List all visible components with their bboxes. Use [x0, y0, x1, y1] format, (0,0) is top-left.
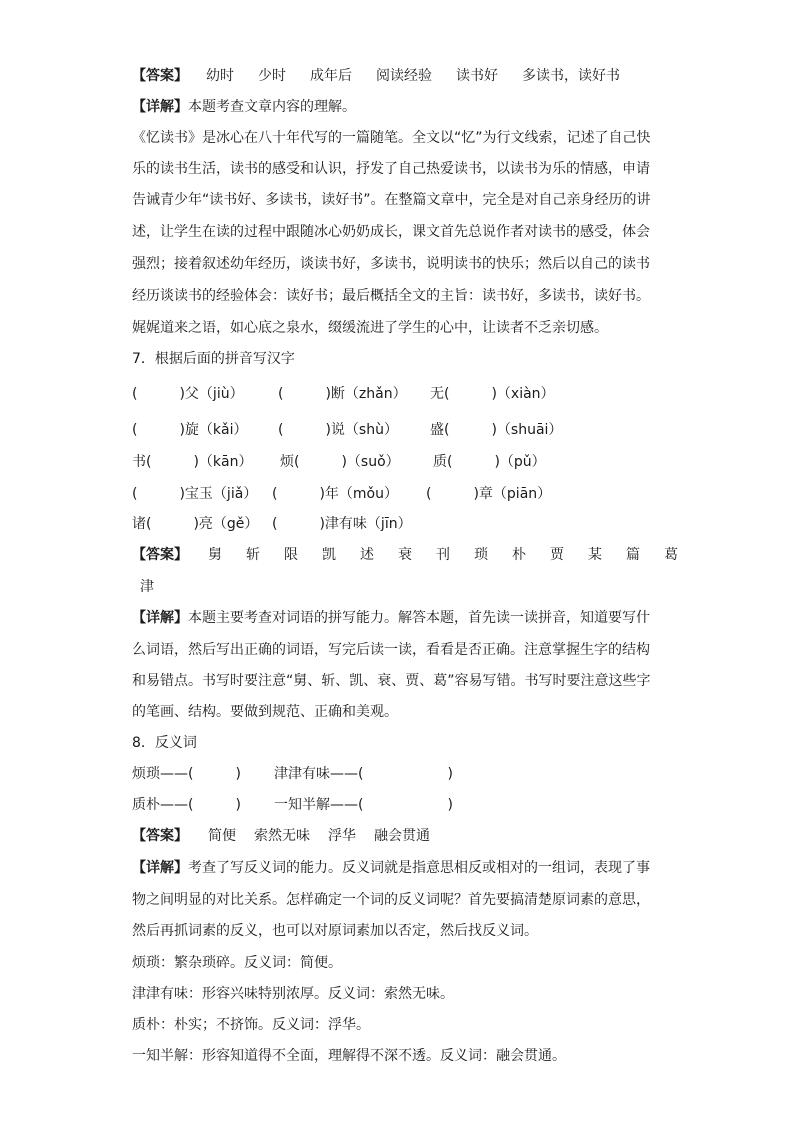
- detail-text: 本题主要考查对词语的拼写能力。解答本题，首先读一读拼音，知道要写什: [188, 610, 650, 626]
- pinyin-item: ( )断（zhǎn）: [278, 386, 407, 402]
- paragraph-line: 告诫青少年“读书好、多读书，读好书”。在整篇文章中，完全是对自己亲身经历的讲: [132, 192, 651, 208]
- antonym-item: 津津有味——( ): [274, 766, 453, 782]
- answer-item: 琐: [474, 547, 488, 563]
- paragraph-line: 经历谈读书的经验体会：读好书；最后概括全文的主旨：读书好，多读书，读好书。: [132, 288, 650, 304]
- answer-tag: 【答案】: [132, 547, 188, 563]
- detail-line-8: [132, 858, 650, 878]
- detail-line-7: [132, 608, 650, 628]
- answer-item: 读书好: [456, 68, 498, 84]
- answer-line-6: [132, 66, 620, 86]
- answer-wrap-item: 津: [140, 579, 154, 595]
- pinyin-item: 质( )（pǔ）: [433, 454, 546, 470]
- pinyin-item: 书( )（kān）: [132, 454, 253, 470]
- definition-line: 一知半解：形容知道得不全面，理解得不深不透。反义词：融会贯通。: [132, 1048, 566, 1064]
- answer-item: 幼时: [206, 68, 234, 84]
- answer-item: 成年后: [310, 68, 352, 84]
- answer-line-8: [132, 826, 430, 846]
- answer-list: [208, 545, 678, 565]
- answer-item: 篇: [626, 547, 640, 563]
- answer-item: 贾: [550, 547, 564, 563]
- pinyin-item: ( )章（piān）: [426, 486, 552, 502]
- answer-item: 葛: [664, 547, 678, 563]
- answer-item: 衰: [398, 547, 412, 563]
- antonym-item: 一知半解——( ): [274, 797, 453, 813]
- question-title: 7．根据后面的拼音写汉字: [132, 351, 295, 367]
- pinyin-item: ( )年（mǒu）: [272, 486, 398, 502]
- answer-item: 简便: [208, 828, 236, 844]
- answer-item: 少时: [258, 68, 286, 84]
- paragraph-line: 的笔画、结构。要做到规范、正确和美观。: [132, 704, 398, 720]
- paragraph-line: 述，让学生在读的过程中跟随冰心奶奶成长，课文首先总说作者对读书的感受，体会: [132, 224, 650, 240]
- detail-tag: 【详解】: [132, 99, 188, 115]
- detail-text: 考查了写反义词的能力。反义词就是指意思相反或相对的一组词，表现了事: [188, 860, 650, 876]
- pinyin-item: 诸( )亮（gě）: [132, 516, 259, 532]
- answer-item: 多读书，读好书: [522, 68, 620, 84]
- detail-line-6: [132, 97, 356, 117]
- pinyin-item: ( )津有味（jīn）: [272, 516, 412, 532]
- pinyin-item: ( )说（shù）: [278, 422, 398, 438]
- pinyin-item: ( )父（jiù）: [132, 386, 244, 402]
- answer-item: 某: [588, 547, 602, 563]
- paragraph-line: 物之间明显的对比关系。怎样确定一个词的反义词呢？首先要搞清楚原词素的意思，: [132, 892, 650, 908]
- definition-line: 津津有味：形容兴味特别浓厚。反义词：索然无味。: [132, 986, 454, 1002]
- detail-tag: 【详解】: [132, 610, 188, 626]
- paragraph-line: 乐的读书生活，读书的感受和认识，抒发了自己热爱读书，以读书为乐的情感，申请: [132, 161, 650, 177]
- pinyin-item: ( )宝玉（jiǎ）: [132, 486, 258, 502]
- pinyin-item: ( )旋（kǎi）: [132, 422, 248, 438]
- paragraph-line: 《忆读书》是冰心在八十年代写的一篇随笔。全文以“忆”为行文线索，记述了自己快: [132, 130, 651, 146]
- antonym-item: 烦琐——( ): [132, 766, 241, 782]
- answer-tag: 【答案】: [132, 68, 188, 84]
- paragraph-line: 然后再抓词素的反义，也可以对原词素加以否定，然后找反义词。: [132, 923, 538, 939]
- pinyin-item: 烦( )（suǒ）: [280, 454, 400, 470]
- pinyin-item: 无( )（xiàn）: [430, 386, 555, 402]
- answer-item: 浮华: [328, 828, 356, 844]
- paragraph-line: 娓娓道来之语，如心底之泉水，缀缓流进了学生的心中，让读者不乏亲切感。: [132, 320, 608, 336]
- answer-item: 述: [360, 547, 374, 563]
- definition-line: 质朴：朴实；不挤饰。反义词：浮华。: [132, 1017, 370, 1033]
- answer-item: 舅: [208, 547, 222, 563]
- answer-line-7: [132, 545, 678, 565]
- answer-item: 阅读经验: [376, 68, 432, 84]
- paragraph-line: 强烈；接着叙述幼年经历，谈读书好，多读书，说明读书的快乐；然后以自己的读书: [132, 256, 650, 272]
- detail-tag: 【详解】: [132, 860, 188, 876]
- antonym-item: 质朴——( ): [132, 797, 241, 813]
- answer-tag: 【答案】: [132, 828, 188, 844]
- paragraph-line: 和易错点。书写时要注意“舅、斩、凯、衰、贾、葛”容易写错。书写时要注意这些字: [132, 673, 651, 689]
- answer-list: [206, 66, 620, 86]
- question-title: 8．反义词: [132, 735, 197, 751]
- answer-item: 斩: [246, 547, 260, 563]
- answer-list: [208, 826, 430, 846]
- answer-item: 限: [284, 547, 298, 563]
- answer-item: 朴: [512, 547, 526, 563]
- detail-head: 本题考查文章内容的理解。: [188, 99, 356, 115]
- definition-line: 烦琐：繁杂琐碎。反义词：简便。: [132, 955, 342, 971]
- paragraph-line: 么词语，然后写出正确的词语，写完后读一读，看看是否正确。注意掌握生字的结构: [132, 642, 650, 658]
- answer-item: 融会贯通: [374, 828, 430, 844]
- answer-item: 刊: [436, 547, 450, 563]
- answer-item: 凯: [322, 547, 336, 563]
- answer-item: 索然无味: [254, 828, 310, 844]
- pinyin-item: 盛( )（shuāi）: [430, 422, 563, 438]
